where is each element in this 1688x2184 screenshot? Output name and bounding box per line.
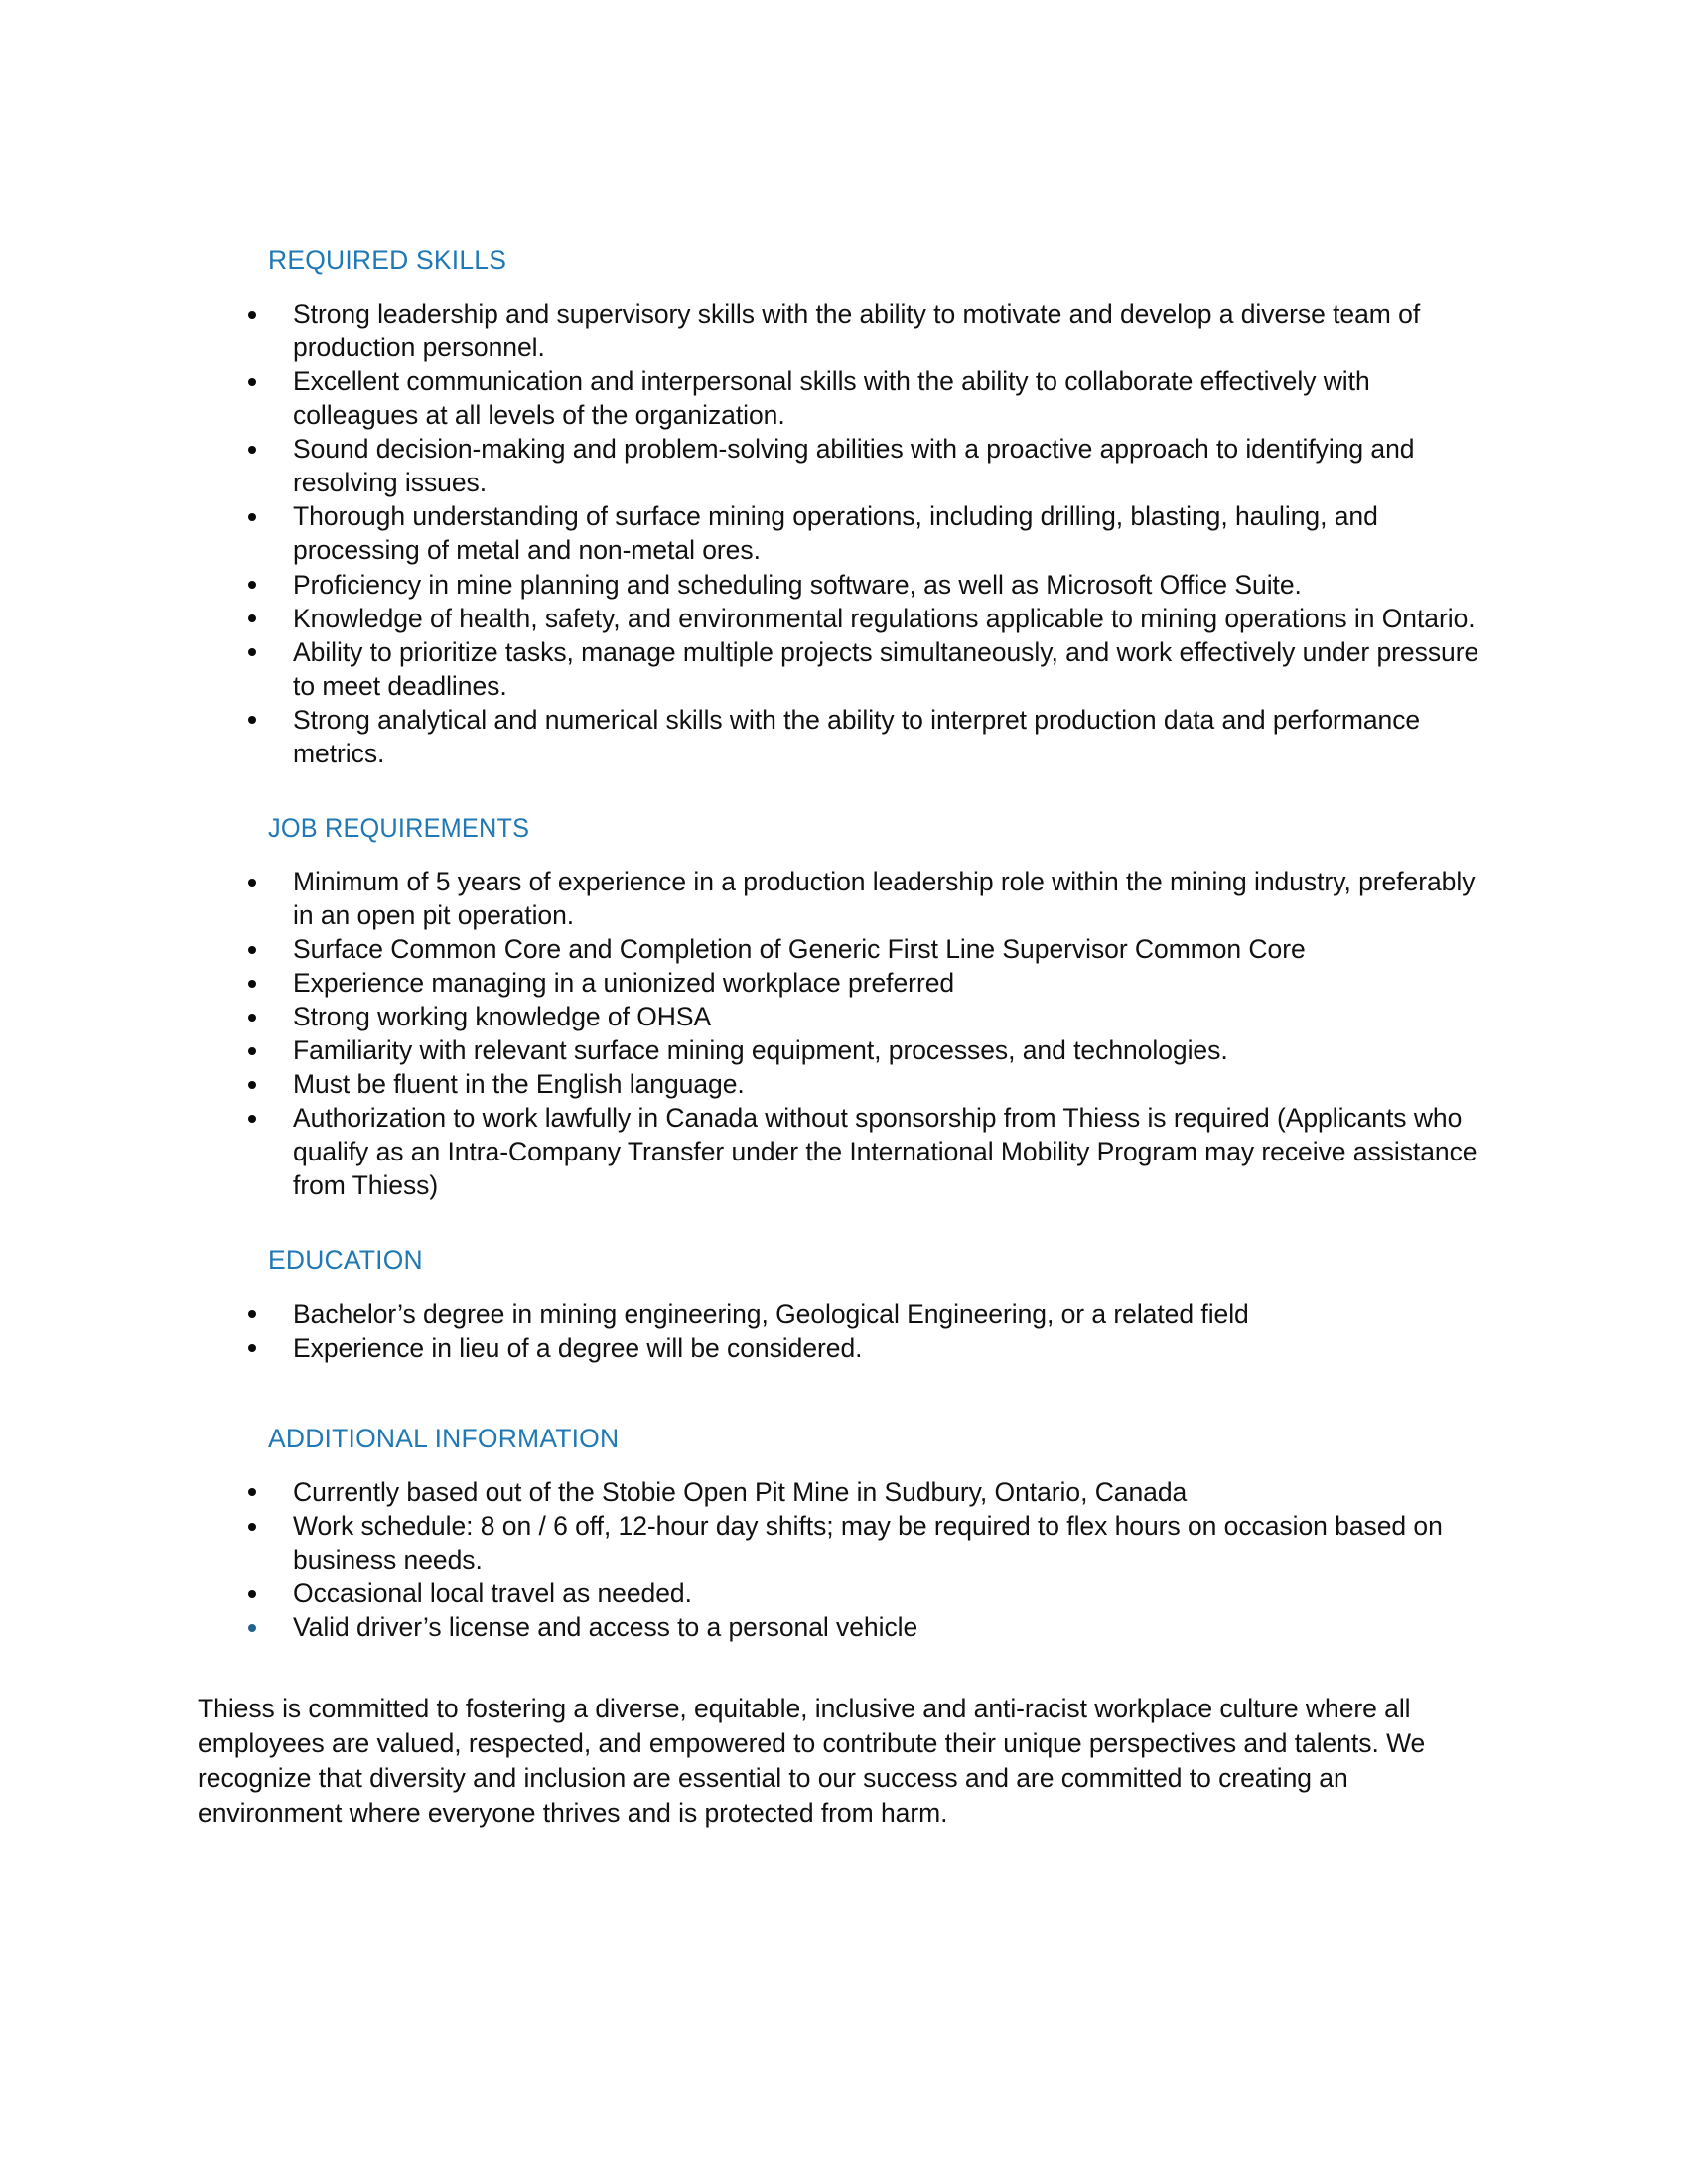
list-item-text: Experience managing in a unionized workplace preferred — [293, 968, 955, 999]
section-heading-job-requirements: JOB REQUIREMENTS — [268, 812, 530, 843]
list-item-text: Strong leadership and supervisory skills with the ability to motivate and develop a diverse team of production personnel. — [293, 299, 1421, 363]
list-item — [0, 1297, 1688, 1331]
list-item-text: Must be fluent in the English language. — [293, 1069, 745, 1100]
list-education — [0, 1297, 1688, 1365]
list-item — [0, 1610, 1688, 1644]
spacer — [0, 277, 1688, 297]
list-item-text: Minimum of 5 years of experience in a production leadership role within the mining industry, preferably in an open pit operation. — [293, 866, 1476, 930]
spacer — [0, 1278, 1688, 1297]
list-item-text: Bachelor’s degree in mining engineering, Geological Engineering, or a related field — [293, 1298, 1249, 1329]
list-item — [0, 297, 1688, 364]
bullet-icon — [248, 614, 256, 622]
list-item — [0, 1509, 1688, 1576]
section-heading-education: EDUCATION — [268, 1245, 423, 1276]
list-item — [0, 635, 1688, 703]
list-item — [0, 865, 1688, 932]
bullet-icon — [248, 946, 256, 954]
list-item-text: Excellent communication and interpersonal skills with the ability to collaborate effectively with colleagues at all levels of the organization. — [293, 366, 1370, 431]
list-item — [0, 1067, 1688, 1101]
bullet-icon — [248, 1047, 256, 1055]
spacer — [0, 845, 1688, 865]
list-item — [0, 568, 1688, 602]
bullet-icon — [248, 879, 256, 887]
bullet-icon — [248, 980, 256, 988]
bullet-icon — [248, 1081, 256, 1089]
list-required-skills — [0, 297, 1688, 770]
bullet-icon — [248, 1310, 256, 1318]
bullet-icon — [248, 378, 256, 386]
list-item — [0, 1331, 1688, 1365]
bullet-icon — [248, 1590, 256, 1598]
bullet-icon — [248, 581, 256, 589]
list-item-text: Occasional local travel as needed. — [293, 1577, 692, 1608]
list-item-text: Currently based out of the Stobie Open Pit Mine in Sudbury, Ontario, Canada — [293, 1476, 1188, 1507]
list-item — [0, 1101, 1688, 1202]
bullet-icon — [248, 513, 256, 521]
list-item-text: Work schedule: 8 on / 6 off, 12-hour day shifts; may be required to flex hours on occasion based on business needs. — [293, 1510, 1443, 1574]
list-item-text: Thorough understanding of surface mining operations, including drilling, blasting, hauling, and processing of metal and non-metal ores. — [293, 501, 1378, 566]
spacer — [0, 770, 1688, 812]
bullet-icon — [248, 648, 256, 656]
list-item — [0, 966, 1688, 1000]
list-item — [0, 1475, 1688, 1509]
list-item — [0, 703, 1688, 770]
list-item-text: Experience in lieu of a degree will be considered. — [293, 1332, 863, 1363]
bullet-icon — [248, 446, 256, 454]
bullet-icon — [248, 716, 256, 724]
list-item-text: Strong analytical and numerical skills with the ability to interpret production data and performance metrics. — [293, 704, 1421, 768]
list-item-text: Sound decision-making and problem-solving abilities with a proactive approach to identifying and resolving issues. — [293, 434, 1415, 498]
bullet-icon — [248, 311, 256, 319]
list-item-text: Knowledge of health, safety, and environmental regulations applicable to mining operations in Ontario. — [293, 603, 1476, 633]
list-item-text: Surface Common Core and Completion of Generic First Line Supervisor Common Core — [293, 934, 1306, 964]
list-additional-information — [0, 1475, 1688, 1644]
spacer — [0, 1644, 1688, 1692]
section-additional-information — [0, 1423, 1688, 1644]
bullet-icon — [248, 1624, 256, 1632]
list-item — [0, 932, 1688, 966]
section-education — [0, 1244, 1688, 1364]
section-required-skills — [0, 244, 1688, 770]
list-item — [0, 364, 1688, 432]
section-heading-additional-information: ADDITIONAL INFORMATION — [268, 1423, 620, 1453]
closing-statement — [198, 1692, 1474, 1831]
list-item-text: Ability to prioritize tasks, manage multiple projects simultaneously, and work effectively under pressure to meet deadlines. — [293, 636, 1479, 701]
list-job-requirements — [0, 865, 1688, 1202]
spacer — [0, 1202, 1688, 1244]
bullet-icon — [248, 1523, 256, 1531]
list-item — [0, 1576, 1688, 1610]
list-item — [0, 602, 1688, 635]
bullet-icon — [248, 1344, 256, 1352]
list-item — [0, 1000, 1688, 1033]
list-item-text: Valid driver’s license and access to a personal vehicle — [293, 1611, 918, 1642]
bullet-icon — [248, 1014, 256, 1022]
list-item-text: Proficiency in mine planning and scheduling software, as well as Microsoft Office Suite. — [293, 569, 1302, 600]
list-item — [0, 1033, 1688, 1067]
list-item — [0, 499, 1688, 567]
spacer — [0, 1365, 1688, 1423]
bullet-icon — [248, 1115, 256, 1123]
list-item-text: Familiarity with relevant surface mining equipment, processes, and technologies. — [293, 1035, 1228, 1066]
bullet-icon — [248, 1488, 256, 1496]
list-item-text: Strong working knowledge of OHSA — [293, 1002, 712, 1032]
list-item-text: Authorization to work lawfully in Canada without sponsorship from Thiess is required (Applicants who qualify as an Intra-Company Transfer under the International Mobility Program may receive assistance from Thiess) — [293, 1103, 1477, 1201]
list-item — [0, 432, 1688, 499]
closing-paragraph-text: Thiess is committed to fostering a diverse, equitable, inclusive and anti-racist workplace culture where all employees are valued, respected, and empowered to contribute their unique perspectives and talents. We recognize that diversity and inclusion are essential to our success and are committed to creating an environment where everyone thrives and is protected from harm. — [198, 1693, 1426, 1828]
spacer — [0, 1455, 1688, 1475]
section-job-requirements — [0, 812, 1688, 1203]
section-heading-required-skills: REQUIRED SKILLS — [268, 245, 507, 275]
